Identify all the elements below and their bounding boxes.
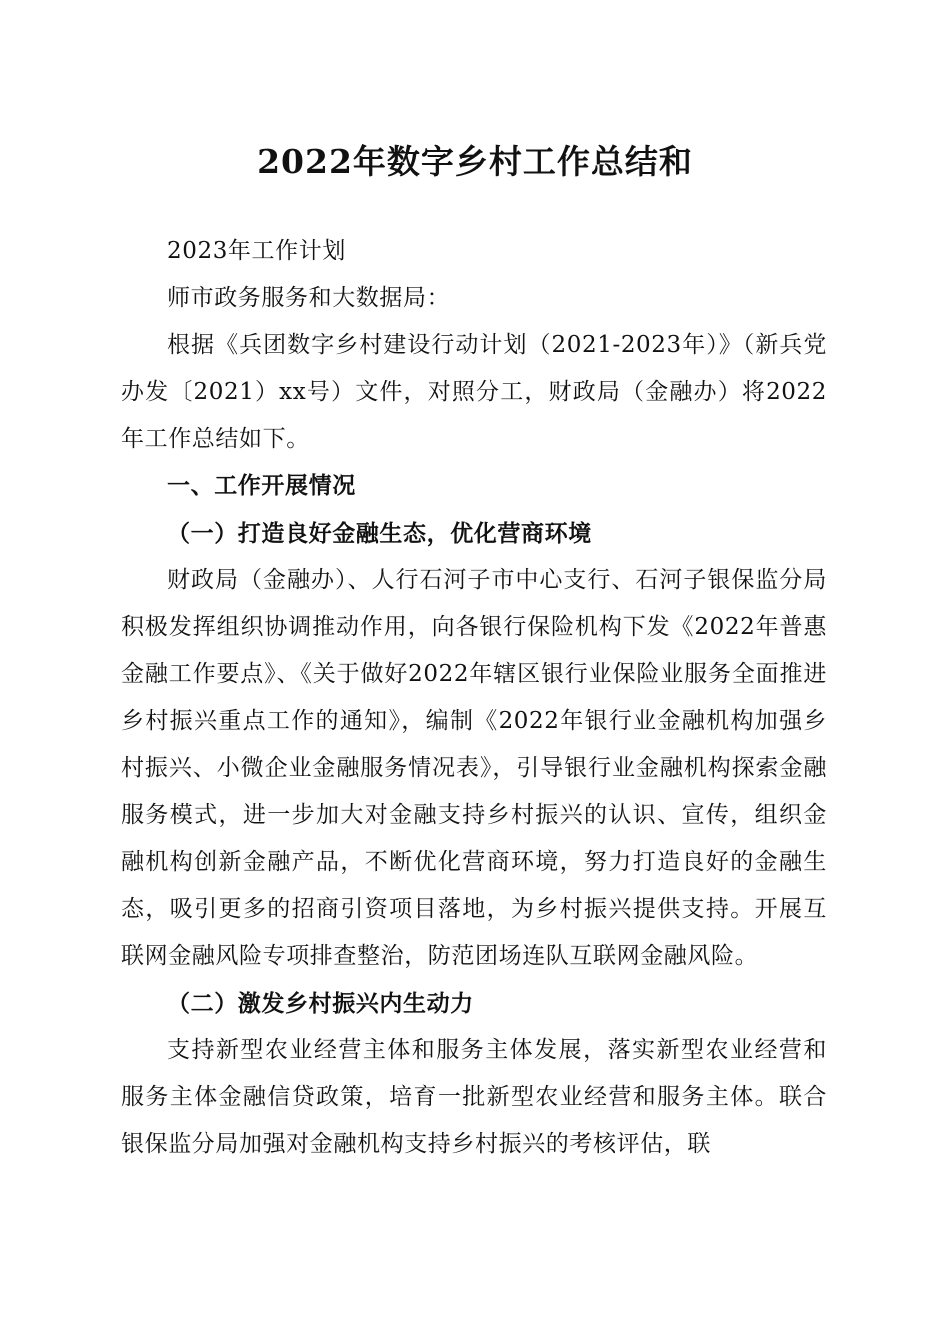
section-heading-work-progress: 一、工作开展情况 xyxy=(167,473,356,499)
plan-subtitle: 2023年工作计划 xyxy=(167,238,346,264)
document-title: 2022年数字乡村工作总结和 xyxy=(257,142,693,181)
intro-paragraph: 根据《兵团数字乡村建设行动计划（2021-2023年）》（新兵党办发〔2021）xx号）文件，对照分工，财政局（金融办）将2022年工作总结如下。 xyxy=(121,332,827,452)
paragraph-rural-revitalization: 支持新型农业经营主体和服务主体发展，落实新型农业经营和服务主体金融信贷政策，培育一批新型农业经营和服务主体。联合银保监分局加强对金融机构支持乡村振兴的考核评估，联 xyxy=(121,1037,827,1157)
paragraph-financial-ecology: 财政局（金融办）、人行石河子市中心支行、石河子银保监分局积极发挥组织协调推动作用，向各银行保险机构下发《2022年普惠金融工作要点》、《关于做好2022年辖区银行业保险业服务全面推进乡村振兴重点工作的通知》，编制《2022年银行业金融机构加强乡村振兴、小微企业金融服务情况表》，引导银行业金融机构探索金融服务模式，进一步加大对金融支持乡村振兴的认识、宣传，组织金融机构创新金融产品，不断优化营商环境，努力打造良好的金融生态，吸引更多的招商引资项目落地，为乡村振兴提供支持。开展互联网金融风险专项排查整治，防范团场连队互联网金融风险。 xyxy=(121,567,827,969)
document-body xyxy=(121,228,827,1168)
subsection-heading-financial-ecology: （一）打造良好金融生态，优化营商环境 xyxy=(167,520,592,547)
recipient-line: 师市政务服务和大数据局： xyxy=(167,285,451,311)
subsection-heading-rural-revitalization: （二）激发乡村振兴内生动力 xyxy=(167,990,474,1017)
